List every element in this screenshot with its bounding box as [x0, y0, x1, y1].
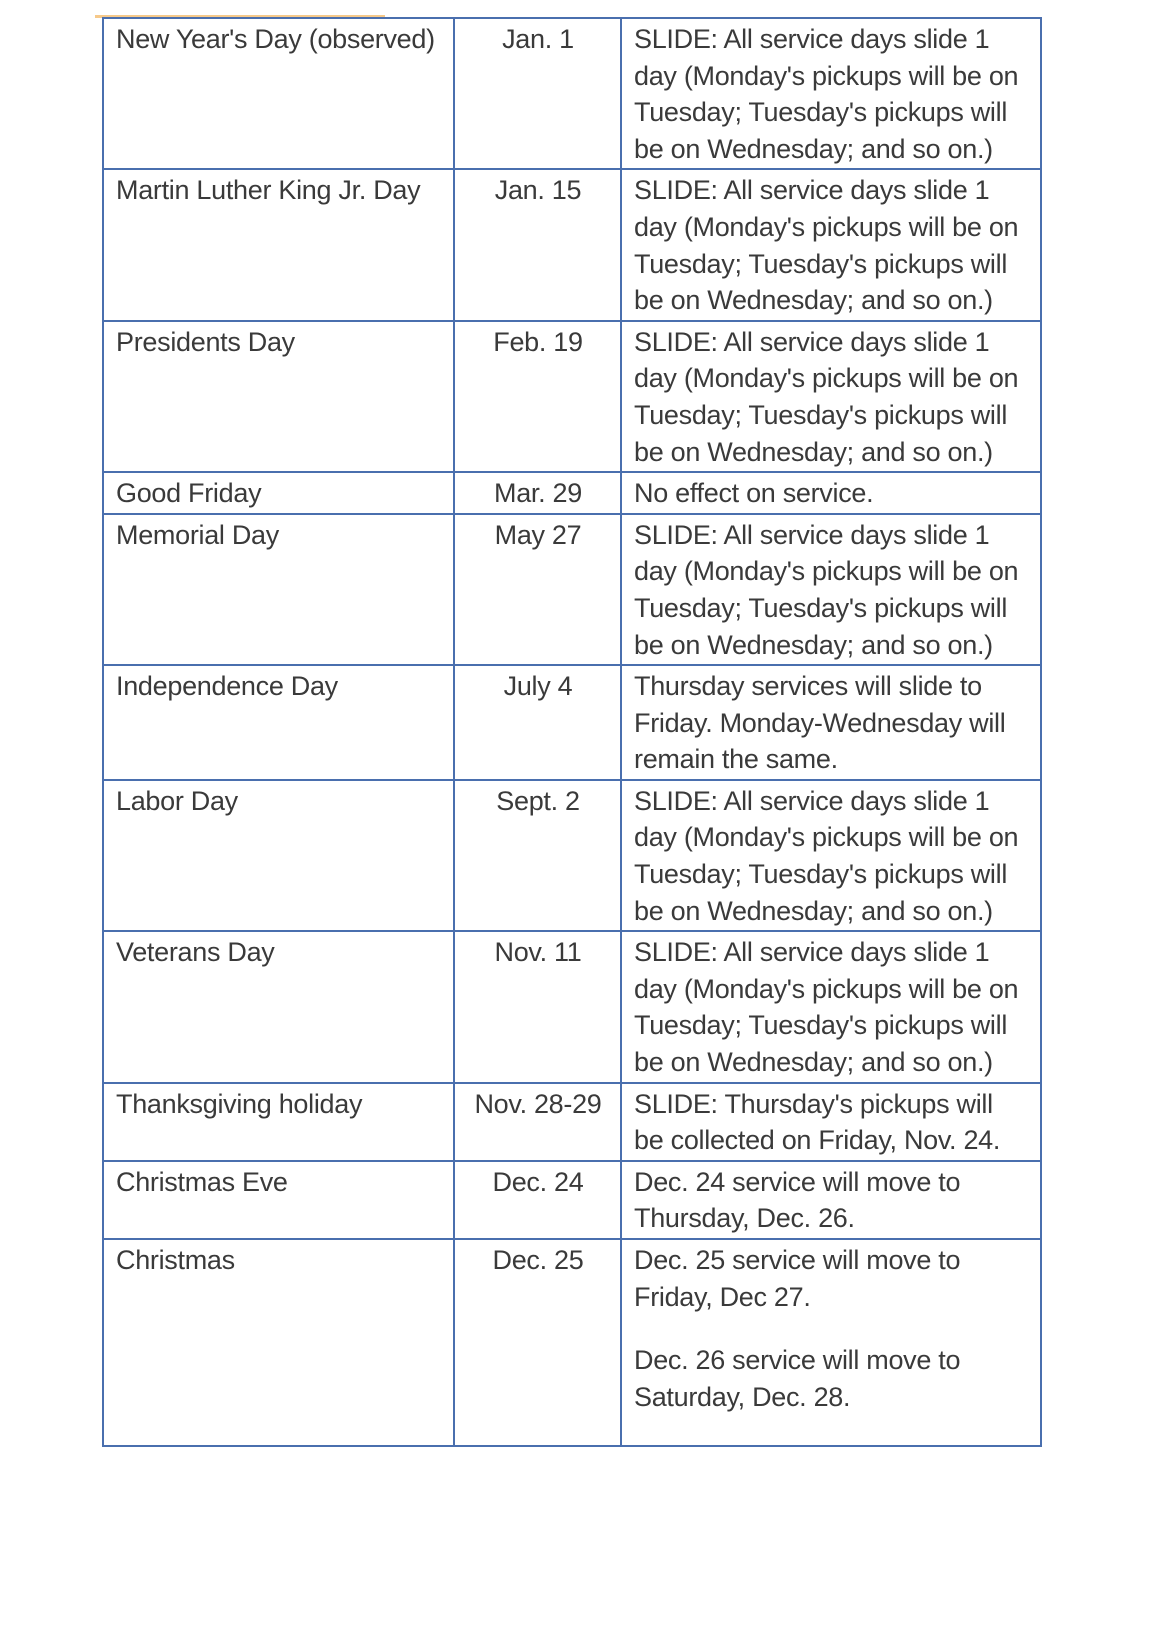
service-effect-text: SLIDE: All service days slide 1 day (Monday's pickups will be on Tuesday; Tuesday's pickups will be on Wednesday; and so on.) [634, 24, 1019, 164]
holiday-name-cell: Memorial Day [103, 514, 454, 665]
table-row [103, 665, 1041, 780]
holiday-date-cell: May 27 [454, 514, 621, 665]
service-effect-text: Thursday services will slide to Friday. Monday-Wednesday will remain the same. [634, 671, 1006, 775]
holiday-name-cell: Labor Day [103, 780, 454, 931]
table-row [103, 1161, 1041, 1239]
service-effect-text: Dec. 26 service will move to Saturday, Dec. 28. [634, 1345, 961, 1412]
service-effect-cell [621, 321, 1041, 472]
service-effect-text: SLIDE: All service days slide 1 day (Monday's pickups will be on Tuesday; Tuesday's pickups will be on Wednesday; and so on.) [634, 519, 1019, 660]
holiday-name-cell: Good Friday [103, 472, 454, 514]
holiday-schedule-table [102, 17, 1042, 1447]
service-effect-text: SLIDE: Thursday's pickups will be collected on Friday, Nov. 24. [634, 1088, 1001, 1156]
holiday-name-cell: Christmas [103, 1239, 454, 1446]
holiday-date-cell: Sept. 2 [454, 780, 621, 931]
table-row [103, 321, 1041, 472]
service-effect-text: SLIDE: All service days slide 1 day (Monday's pickups will be on Tuesday; Tuesday's pickups will be on Wednesday; and so on.) [634, 326, 1019, 467]
service-effect-text: Dec. 24 service will move to Thursday, Dec. 26. [634, 1166, 961, 1234]
holiday-name-cell: Thanksgiving holiday [103, 1083, 454, 1161]
service-effect-cell [621, 780, 1041, 931]
holiday-date-cell: Dec. 24 [454, 1161, 621, 1239]
holiday-date-cell: Mar. 29 [454, 472, 621, 514]
holiday-name-cell: Martin Luther King Jr. Day [103, 169, 454, 320]
table-row [103, 1083, 1041, 1161]
table-row [103, 472, 1041, 514]
table-row [103, 169, 1041, 320]
service-effect-text: SLIDE: All service days slide 1 day (Monday's pickups will be on Tuesday; Tuesday's pickups will be on Wednesday; and so on.) [634, 785, 1019, 926]
service-effect-cell [621, 665, 1041, 780]
holiday-date-cell: Jan. 1 [454, 18, 621, 169]
service-effect-text: No effect on service. [634, 478, 874, 509]
service-effect-cell [621, 169, 1041, 320]
service-effect-cell [621, 1239, 1041, 1446]
service-effect-cell [621, 472, 1041, 514]
holiday-date-cell: Nov. 28-29 [454, 1083, 621, 1161]
service-effect-cell [621, 514, 1041, 665]
service-effect-text: SLIDE: All service days slide 1 day (Monday's pickups will be on Tuesday; Tuesday's pickups will be on Wednesday; and so on.) [634, 175, 1019, 316]
table-row [103, 780, 1041, 931]
table-row [103, 1239, 1041, 1446]
holiday-name-cell: Christmas Eve [103, 1161, 454, 1239]
holiday-date-cell: July 4 [454, 665, 621, 780]
service-effect-cell [621, 931, 1041, 1082]
service-effect-cell [621, 18, 1041, 169]
holiday-name-cell: Independence Day [103, 665, 454, 780]
service-effect-text: Dec. 25 service will move to Friday, Dec 27. [634, 1245, 961, 1312]
holiday-date-cell: Jan. 15 [454, 169, 621, 320]
holiday-name-cell: Presidents Day [103, 321, 454, 472]
holiday-date-cell: Dec. 25 [454, 1239, 621, 1446]
holiday-date-cell: Feb. 19 [454, 321, 621, 472]
holiday-date-cell: Nov. 11 [454, 931, 621, 1082]
table-row [103, 931, 1041, 1082]
table-row [103, 514, 1041, 665]
service-effect-text: SLIDE: All service days slide 1 day (Monday's pickups will be on Tuesday; Tuesday's pickups will be on Wednesday; and so on.) [634, 937, 1019, 1078]
holiday-name-cell: New Year's Day (observed) [103, 18, 454, 169]
holiday-name-cell: Veterans Day [103, 931, 454, 1082]
table-row [103, 18, 1041, 169]
holiday-table-body [103, 18, 1041, 1446]
service-effect-cell [621, 1161, 1041, 1239]
service-effect-cell [621, 1083, 1041, 1161]
